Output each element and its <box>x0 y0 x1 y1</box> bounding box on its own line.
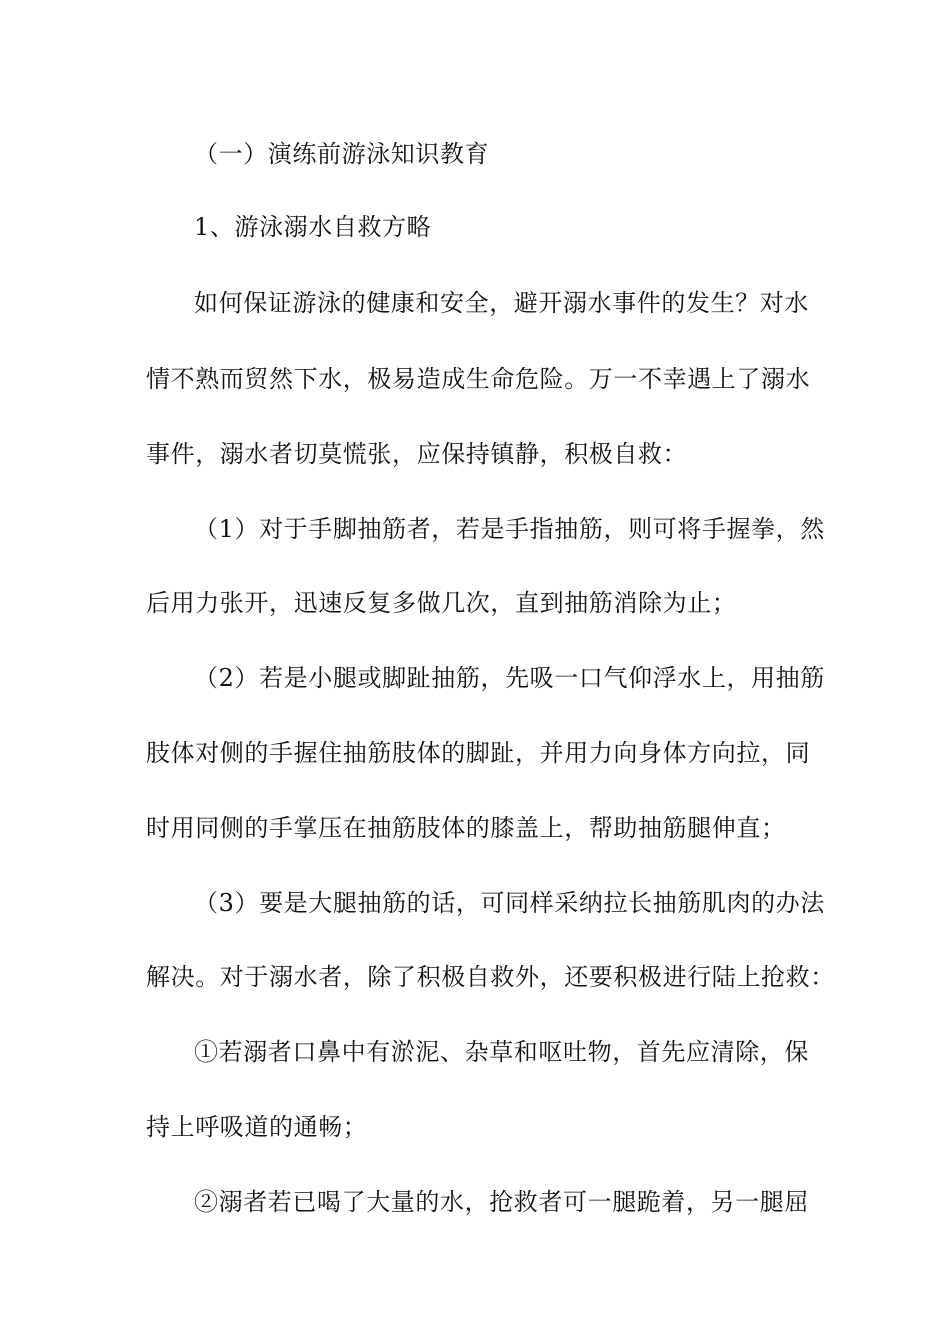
paragraph-line: 解决。对于溺水者，除了积极自救外，还要积极进行陆上抢救： <box>146 963 835 991</box>
paragraph-line: 持上呼吸道的通畅； <box>146 1113 368 1141</box>
paragraph-line: 如何保证游泳的健康和安全，避开溺水事件的发生？对水 <box>194 289 809 317</box>
paragraph-line: 肢体对侧的手握住抽筋肢体的脚趾，并用力向身体方向拉，同 <box>146 739 811 767</box>
paragraph-line: （2）若是小腿或脚趾抽筋，先吸一口气仰浮水上，用抽筋 <box>194 664 825 692</box>
paragraph-line: ②溺者若已喝了大量的水，抢救者可一腿跪着，另一腿屈 <box>194 1188 809 1216</box>
subheading: 1、游泳溺水自救方略 <box>194 213 432 241</box>
paragraph-line: 情不熟而贸然下水，极易造成生命危险。万一不幸遇上了溺水 <box>146 365 811 393</box>
paragraph-line: （1）对于手脚抽筋者，若是手指抽筋，则可将手握拳，然 <box>194 515 825 543</box>
section-heading: （一）演练前游泳知识教育 <box>194 140 490 168</box>
paragraph-line: （3）要是大腿抽筋的话，可同样采纳拉长抽筋肌肉的办法 <box>194 889 825 917</box>
paragraph-line: ①若溺者口鼻中有淤泥、杂草和呕吐物，首先应清除，保 <box>194 1038 809 1066</box>
paragraph-line: 事件，溺水者切莫慌张，应保持镇静，积极自救： <box>146 440 688 468</box>
paragraph-line: 时用同侧的手掌压在抽筋肢体的膝盖上，帮助抽筋腿伸直； <box>146 814 786 842</box>
paragraph-line: 后用力张开，迅速反复多做几次，直到抽筋消除为止； <box>146 589 737 617</box>
